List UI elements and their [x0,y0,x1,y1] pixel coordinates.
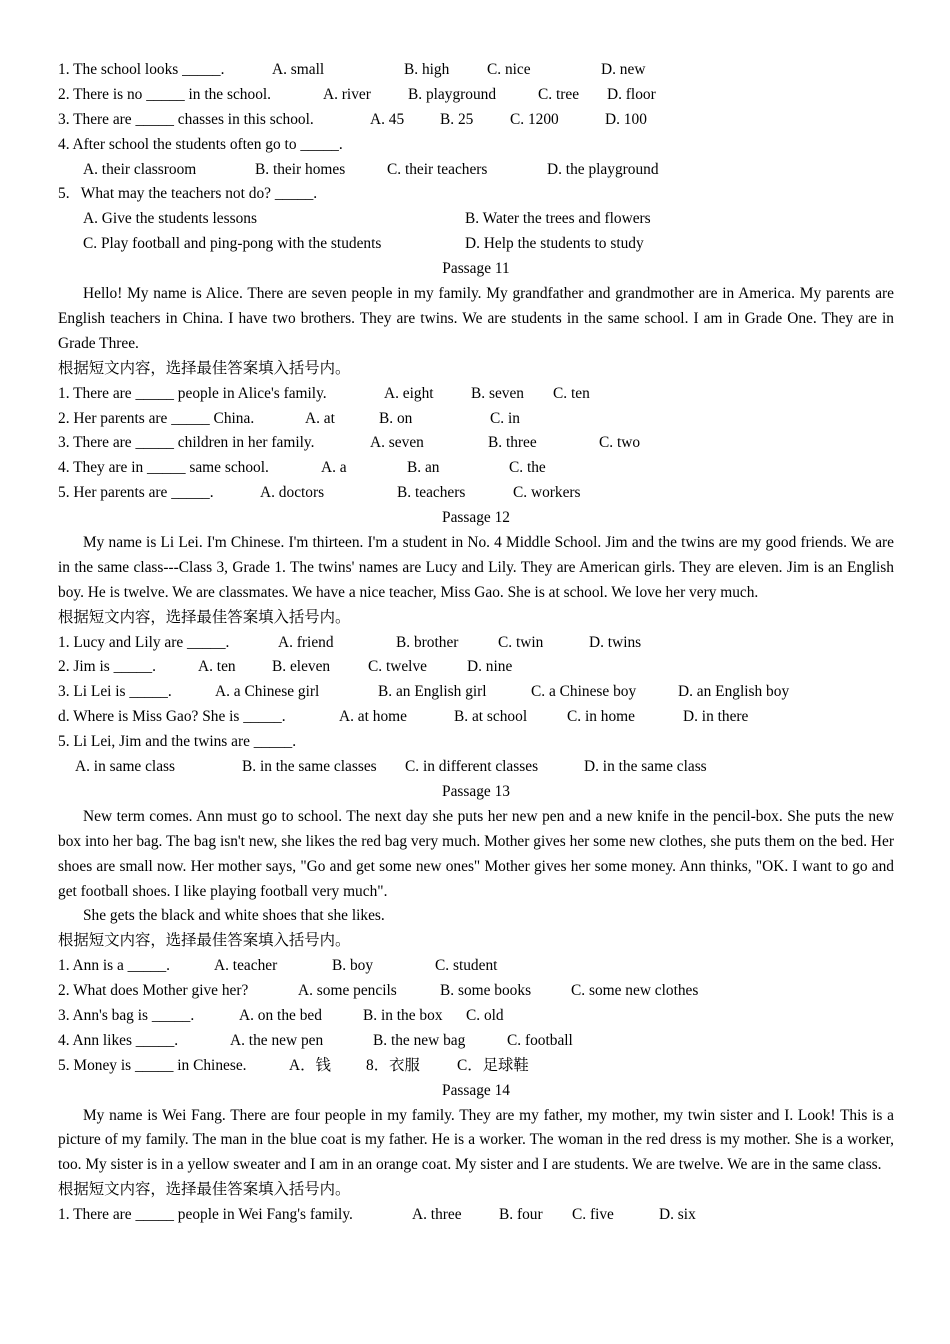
instruction: 根据短文内容，选择最佳答案填入括号内。 [58,932,351,950]
option: C. twelve [368,658,427,676]
question-stem: 1. There are _____ people in Wei Fang's family. [58,1206,353,1224]
question-line [58,979,894,1004]
question-stem: 2. Jim is _____. [58,658,156,676]
option: D. six [659,1206,696,1224]
option: D. in the same class [584,758,707,776]
question-line [58,1029,894,1054]
question-line [58,58,894,83]
passage-title: Passage 13 [442,782,510,800]
option: A. a [321,459,347,477]
question-line [58,1054,894,1079]
question-line [58,182,894,207]
instruction: 根据短文内容，选择最佳答案填入括号内。 [58,608,351,626]
question-line [58,456,894,481]
passage-text: Hello! My name is Alice. There are seven people in my family. My grandfather and grandmother are in America. My parents are English teachers in China. I have two brothers. They are twins. We are students in the same school. I am in Grade One. They are in Grade Three. [58,285,894,352]
passage-text: She gets the black and white shoes that she likes. [83,907,385,925]
option: A. eight [384,384,434,402]
question-stem: 1. There are _____ people in Alice's family. [58,384,327,402]
question-line [58,1203,894,1228]
option: D. twins [589,633,642,651]
question-stem: d. Where is Miss Gao? She is _____. [58,708,286,726]
question-line [58,954,894,979]
passage-text: New term comes. Ann must go to school. The next day she puts her new pen and a new knife in the pencil-box. She puts the new box into her bag. The bag isn't new, she likes the red bag very much. Mother gives her some new clothes, she puts them on the bed. Her shoes are small now. Her mother says, "Go and get some new ones" Mother gives her some money. Ann thinks, "OK. I want to go and get football shoes. I like playing football very much". [58,807,894,900]
question-line [58,83,894,108]
option: A. seven [370,434,424,452]
question-line [58,631,894,656]
option: B. in the box [363,1007,443,1025]
option: A. doctors [260,484,325,502]
question-stem: 4. Ann likes _____. [58,1031,179,1049]
question-stem: 3. There are _____ children in her family. [58,434,315,452]
question-line [58,705,894,730]
option: A. a Chinese girl [215,683,320,701]
option: B. teachers [397,484,466,502]
option: A. some pencils [298,982,397,1000]
option: A. Give the students lessons [83,210,257,228]
option: C. student [435,957,498,975]
question-stem: 3. Li Lei is _____. [58,683,172,701]
option: B. boy [332,957,374,975]
option: D. in there [683,708,749,726]
option: D. an English boy [678,683,790,701]
option: C. their teachers [387,160,488,178]
option: C. five [572,1206,614,1224]
options-line [58,158,894,183]
option: C. two [599,434,641,452]
option: C. Play football and ping-pong with the students [83,235,382,253]
option: A. three [412,1206,462,1224]
option: A. ten [198,658,236,676]
question-stem: 5. Money is _____ in Chinese. [58,1056,247,1074]
option: D. Help the students to study [465,235,644,253]
option: A．钱 [289,1056,331,1074]
question-stem: 2. Her parents are _____ China. [58,409,255,427]
option: B. eleven [272,658,331,676]
option: D. 100 [605,110,647,128]
option: B. four [499,1206,543,1224]
option: A. friend [278,633,334,651]
option: B. three [488,434,537,452]
option: A. small [272,61,325,78]
document-page [58,58,894,1228]
option: D. new [601,61,646,78]
option: B. on [379,409,413,427]
option: D. the playground [547,160,659,178]
option: 8．衣服 [366,1056,420,1074]
question-line [58,108,894,133]
passage-title: Passage 12 [442,509,510,527]
question-stem: 1. Ann is a _____. [58,957,171,975]
option: C. 1200 [510,110,559,128]
option: B. the new bag [373,1031,466,1049]
question-line [58,655,894,680]
option: A. their classroom [83,160,197,178]
option: C. nice [487,61,531,78]
option: B. 25 [440,110,474,128]
question-line [58,431,894,456]
passage-text: My name is Li Lei. I'm Chinese. I'm thirteen. I'm a student in No. 4 Middle School. Jim and the twins are my good friends. We are in the same class---Class 3, Grade 1. The twins' names are Lucy and Lily. They are American girls. They are eleven. Jim is an English boy. He is twelve. We are classmates. We have a nice teacher, Miss Gao. She is at school. We love her very much. [58,533,894,601]
option: C. in home [567,708,635,726]
option: B. playground [408,85,497,103]
question-stem: 3. Ann's bag is _____. [58,1007,195,1025]
option: B. an English girl [378,683,487,701]
options-line [58,207,894,232]
question-line [58,730,894,755]
option: B. Water the trees and flowers [465,210,651,228]
option: A. on the bed [239,1007,322,1025]
option: B. brother [396,633,459,651]
option: C. tree [538,85,580,103]
question-stem: 5. Her parents are _____. [58,484,214,502]
question-line [58,382,894,407]
option: B. their homes [255,160,346,178]
option: C. old [466,1007,504,1025]
option: D. nine [467,658,513,676]
option: A. at home [339,708,407,726]
options-line [58,755,894,780]
option: C. a Chinese boy [531,683,637,701]
option: A. 45 [370,110,405,128]
question-stem: 5. Li Lei, Jim and the twins are _____. [58,733,297,751]
question-stem: 3. There are _____ chasses in this school. [58,110,314,128]
option: B. at school [454,708,528,726]
option: B. high [404,61,450,78]
question-line [58,407,894,432]
question-line [58,481,894,506]
option: A. river [323,85,371,103]
question-stem: 2. There is no _____ in the school. [58,85,272,103]
question-stem: 4. They are in _____ same school. [58,459,269,477]
instruction: 根据短文内容，选择最佳答案填入括号内。 [58,1181,351,1199]
option: B. in the same classes [242,758,377,776]
option: C. twin [498,633,544,651]
passage-text: My name is Wei Fang. There are four people in my family. They are my father, my mother, my twin sister and I. Look! This is a picture of my family. The man in the blue coat is my father. He is a worker. The woman in the red dress is my mother. She is a worker, too. My sister is in a yellow sweater and I am in an orange coat. My sister and I are students. We are twelve. We are in the same class. [58,1106,894,1174]
question-stem: 5. What may the teachers not do? _____. [58,185,318,203]
option: B. an [407,459,440,477]
option: A. teacher [214,957,278,975]
option: C. ten [553,384,590,402]
question-line [58,133,894,158]
option: C. football [507,1031,573,1049]
option: C. the [509,459,546,477]
option: C. in different classes [405,758,539,776]
question-stem: 1. Lucy and Lily are _____. [58,633,230,651]
option: B. seven [471,384,525,402]
option: C．足球鞋 [457,1056,529,1074]
option: A. at [305,409,335,427]
option: C. in [490,409,520,427]
question-stem: 2. What does Mother give her? [58,982,249,1000]
option: A. in same class [75,758,176,776]
option: C. some new clothes [571,982,699,1000]
option: B. some books [440,982,532,1000]
option: A. the new pen [230,1031,324,1049]
option: D. floor [607,85,656,103]
option: C. workers [513,484,581,502]
options-line [58,232,894,257]
question-line [58,1004,894,1029]
question-stem: 1. The school looks _____. [58,61,225,78]
question-line [58,680,894,705]
question-stem: 4. After school the students often go to _____. [58,135,343,153]
passage-title: Passage 11 [442,260,510,278]
instruction: 根据短文内容，选择最佳答案填入括号内。 [58,359,351,377]
passage-title: Passage 14 [442,1081,510,1099]
